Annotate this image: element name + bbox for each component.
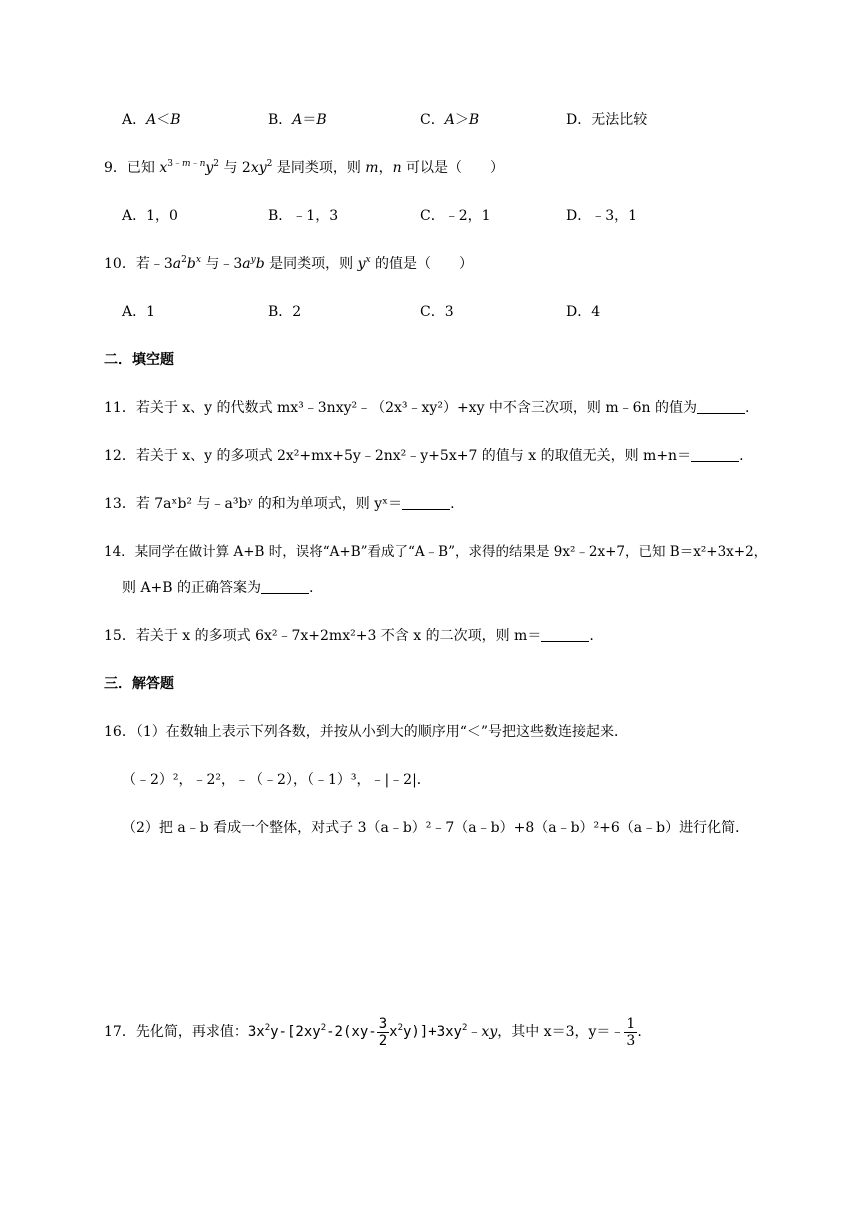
question-10: 10．若$﹣3a^2b^x$ 与$﹣3a^yb$ 是同类项，则 $y^x$ 的值是（ ） (104, 255, 474, 272)
q17-fraction: $\frac{1}{3}$ (626, 1015, 636, 1049)
question-16-numbers: （﹣2）²，﹣2²，﹣（﹣2），（﹣1）³，﹣|﹣2|． (122, 772, 431, 788)
q10-option-d: D．4 (566, 304, 601, 320)
q10-option-b: B．2 (268, 304, 302, 320)
question-16-part2: （2）把 a﹣b 看成一个整体，对式子 3（a﹣b）²﹣7（a﹣b）+8（a﹣b）²+6（a﹣b）进行化简． (122, 820, 750, 836)
section-solve-heading: 三．解答题 (104, 676, 174, 692)
q10-option-c: C．3 (420, 304, 454, 320)
q9-option-d: D．﹣3，1 (566, 208, 638, 224)
section-fill-in-heading: 二．填空题 (104, 352, 174, 368)
answer-blank (697, 399, 745, 414)
q8-option-d: D．无法比较 (566, 112, 648, 128)
q9-option-c: C．﹣2，1 (420, 208, 491, 224)
q9-option-a: A．1，0 (122, 208, 178, 224)
question-14-line1: 14．某同学在做计算 A+B 时，误将“A+B”看成了“A﹣B”，求得的结果是 9x²﹣2x+7，已知 B＝x²+3x+2， (104, 544, 768, 560)
question-13: 13．若 7aˣb² 与﹣a³bʸ 的和为单项式，则 yˣ＝ . (104, 496, 455, 512)
q9-option-b: B．﹣1，3 (268, 208, 339, 224)
question-9: 9．已知 $x^{3﹣m﹣n}y^2$ 与 $2xy^2$ 是同类项，则 m，n 可以是（ ） (104, 159, 505, 176)
answer-blank (541, 627, 589, 642)
answer-blank (691, 447, 739, 462)
q8-option-a: A．A＜B (122, 112, 181, 128)
q17-expression: $3x^2y-[2xy^2-2(xy-$ $\frac{3}{2}$ $x^2y)]+3xy^2$ (247, 1015, 468, 1049)
question-15: 15．若关于 x 的多项式 6x²﹣7x+2mx²+3 不含 x 的二次项，则 m＝ . (104, 628, 594, 644)
question-12: 12．若关于 x、y 的多项式 2x²+mx+5y﹣2nx²﹣y+5x+7 的值与 x 的取值无关，则 m+n＝ . (104, 448, 744, 464)
question-11: 11．若关于 x、y 的代数式 mx³﹣3nxy²﹣（2x³﹣xy²）+xy 中不含三次项，则 m﹣6n 的值为 . (104, 400, 750, 416)
answer-blank (402, 495, 450, 510)
question-16-part1: 16．（1）在数轴上表示下列各数，并按从小到大的顺序用“＜”号把这些数连接起来． (104, 724, 629, 740)
q8-option-c: C．A＞B (420, 112, 480, 128)
q8-option-b: B．A＝B (268, 112, 327, 128)
answer-blank (261, 579, 309, 594)
q10-option-a: A．1 (122, 304, 156, 320)
question-14-line2: 则 A+B 的正确答案为 . (122, 580, 314, 596)
question-17: 17．先化简，再求值：$3x^2y-[2xy^2-2(xy-$ $\frac{3}{2}$ $x^2y)]+3xy^2﹣xy$，其中 x＝3，y＝﹣ $\frac{1}{3}$ . (104, 1015, 642, 1049)
